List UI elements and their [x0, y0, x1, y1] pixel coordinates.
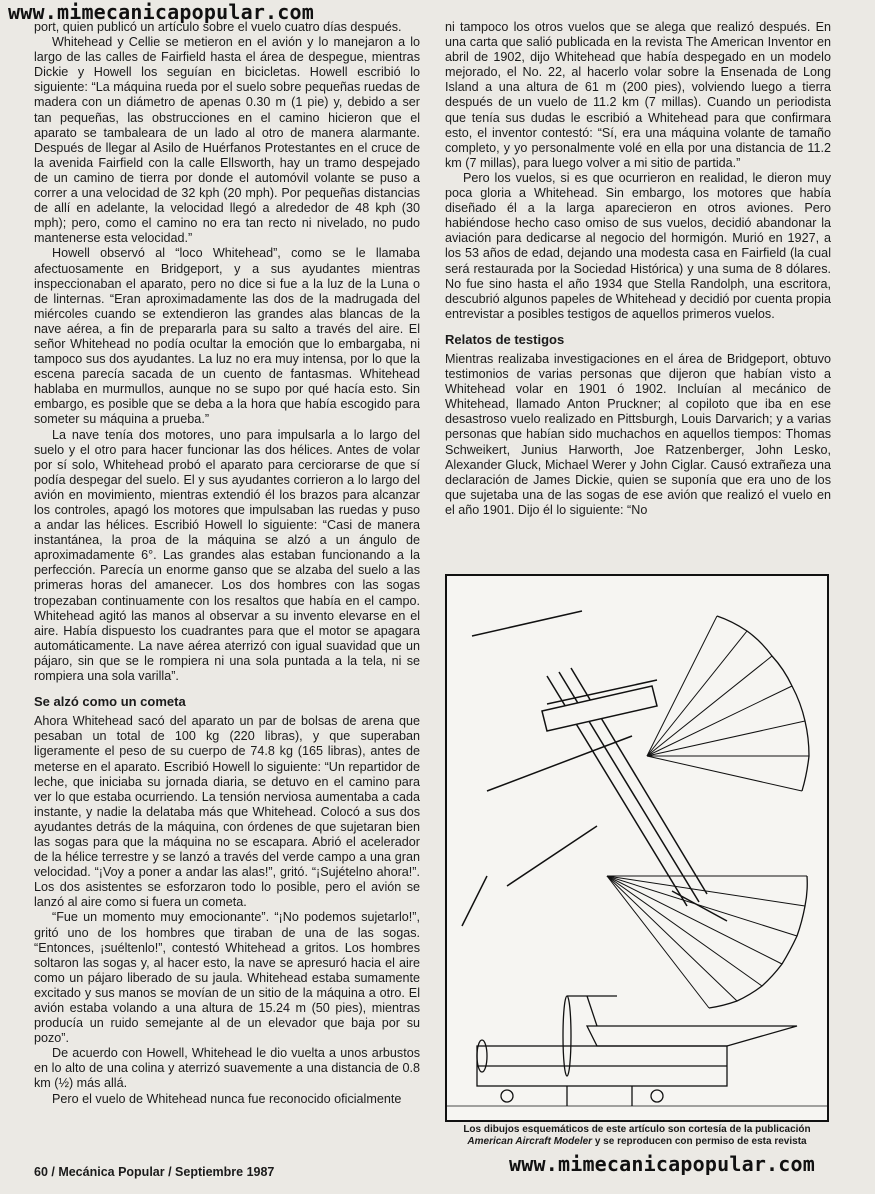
right-column: [445, 20, 831, 518]
caption-line: [441, 1136, 833, 1148]
caption-line: Los dibujos esquemáticos de este artículo son cortesía de la publicación: [463, 1124, 811, 1135]
watermark-bottom: www.mimecanicapopular.com: [509, 1152, 816, 1176]
paragraph: Pero el vuelo de Whitehead nunca fue reconocido oficialmente: [52, 1091, 402, 1106]
section-heading: Relatos de testigos: [445, 331, 565, 347]
paragraph: “Fue un momento muy emocionante”. “¡No podemos sujetarlo!”, gritó uno de los hombres que tiraban de una de las sogas. “Entonces, ¡suéltenlo!”, contestó Whitehead a gritos. Los hombres soltaron las sogas y, al hacer esto, la nave se apresuró hacia el aire como un pájaro liberado de su jaula. Whitehead estaba sumamente excitado y sus manos se movían de un sitio de la máquina a otro. El avión estaba volando a una altura de 15.24 m (50 pies), mientras producía un ruido semejante al de un elevador que baja por su pozo”.: [34, 910, 420, 1046]
watermark-top: www.mimecanicapopular.com: [8, 0, 315, 24]
paragraph: Howell observó al “loco Whitehead”, como se le llamaba afectuosamente en Bridgeport, y a sus ayudantes mientras inspeccionaban el aparato, pero no dice si fue a la luz de la Luna o de linternas. “Eran aproximadamente las dos de la madrugada del miércoles cuando se extendieron las grandes alas blancas de la nave aérea, a fin de prepararla para su salto a través del aire. El señor Whitehead no podía ocultar la emoción que lo embargaba, ni tampoco sus dos ayudantes. La luz no era muy intensa, por lo que la escena parecía sacada de un cuento de fantasmas. Whitehead hablaba en murmullos, aunque no se supo por qué hacía esto. Sin embargo, es posible que se deba a la hora que había escogido para someter su máquina a prueba.”: [34, 246, 420, 427]
aircraft-drawing: [447, 576, 827, 1120]
paragraph: La nave tenía dos motores, uno para impulsarla a lo largo del suelo y el otro para hacer funcionar las dos hélices. Antes de volar por sí solo, Whitehead probó el aparato para cerciorarse de que sí podía despegar del suelo. El y sus ayudantes corrieron a lo largo del avión en movimiento, mientras extendió él los brazos para alcanzar los controles, apagó los motores que impulsaban las ruedas y puso a andar las hélices. Escribió Howell lo siguiente: “Casi de manera instantánea, la proa de la máquina se alzó a un ángulo de aproximadamente 6°. Las grandes alas estaban funcionando a la perfección. Parecía un enorme ganso que se alzaba del suelo a las primeras horas del amanecer. Los dos hombres con las sogas tropezaban continuamente con los resaltos que había en el campo. Whitehead agitó las manos al observar a su invento elevarse en el aire. Había dispuesto los cuadrantes para que el motor se apagara automáticamente. La nave aérea aterrizó con igual suavidad que un pájaro, sin que se le rompiera ni una sola puntada a la tela, ni se rompiera una sola varilla”.: [34, 427, 420, 684]
caption-publication: American Aircraft Modeler: [467, 1136, 593, 1147]
aircraft-schematic-figure: [445, 574, 829, 1122]
paragraph: Whitehead y Cellie se metieron en el avión y lo manejaron a lo largo de las calles de Fairfield hasta el área de despegue, mientras Dickie y Howell los seguían en bicicletas. Howell escribió lo siguiente: “La máquina rueda por el suelo sobre pequeñas ruedas de madera con un diámetro de apenas 0.30 m (1 pie) y, debido a ser tan pequeñas, las obstrucciones en el camino hicieron que el aparato se tambaleara de un lado al otro de manera alarmante. Después de llegar al Asilo de Huérfanos Protestantes en el cruce de la avenida Fairfield con la calle Ellsworth, hay un tramo despejado de un camino de tierra por donde el automóvil volante se puso a correr a una velocidad de 32 kph (20 mph). Por pequeñas distancias de allí en adelante, la velocidad llegó a alrededor de 48 kph (30 mph); pero, como el camino no era tan recto ni nivelado, no pudo mantenerse esta velocidad.”: [34, 35, 420, 246]
wing-ribs-lower: [607, 876, 807, 1008]
section-heading: Se alzó como un cometa: [34, 694, 186, 710]
fuselage-top-view: [462, 611, 727, 926]
paragraph: Ahora Whitehead sacó del aparato un par de bolsas de arena que pesaban un total de 100 kg (220 libras), y que superaban ligeramente el peso de su cuerpo de 74.8 kg (165 libras), antes de meterse en el aparato. Escribió Howell lo siguiente: “Un repartidor de leche, que iniciaba su jornada diaria, se detuvo en el camino para ver lo que estaba ocurriendo. La tensión nerviosa aumentaba a cada instante, y nadie la delataba más que Whitehead. Colocó a sus dos ayudantes detrás de la máquina, con órdenes de que sujetaran bien las sogas para que la máquina no se escapara. Abrió el acelerador de la hélice terrestre y se lanzó a través del verde campo a una gran velocidad. “¡Voy a poner a andar las alas!”, gritó. “¡Sujételno ahora!”. Los dos asistentes se esforzaron todo lo posible, pero el avión se lanzó al aire como si fuera un cometa.: [34, 714, 420, 910]
paragraph: Pero los vuelos, si es que ocurrieron en realidad, le dieron muy poca gloria a Whitehead. Sin embargo, los motores que había diseñado él a la larga aparecieron en otros aviones. Pero habiéndose hecho caso omiso de sus vuelos, decidió abandonar la aviación para dedicarse al negocio del hormigón. Murió en 1927, a los 53 años de edad, dejando una modesta casa en Fairfield (la cual será restaurada por la Sociedad Histórica) y una suma de 8 dólares. No fue sino hasta el año 1934 que Stella Randolph, una escritora, descubrió algunos papeles de Whitehead y decidió por cuenta propia entrevistar a posibles testigos de aquellos primeros vuelos.: [445, 170, 831, 321]
paragraph: Mientras realizaba investigaciones en el área de Bridgeport, obtuvo testimonios de varias personas que dijeron que habían visto a Whitehead volar en 1901 ó 1902. Incluían al mecánico de Whitehead, llamado Anton Pruckner; al copiloto que iba en ese desastroso vuelo realizado en Pittsburgh, Louis Darvarich; y a varias personas que habían sido muchachos en aquellos tiempos: Thomas Schweikert, Junius Harworth, Joe Ratzenberger, John Lesko, Alexander Gluck, Michael Werer y John Ciglar. Causó extrañeza una declaración de James Dickie, quien se suponía que era uno de los que sujetaba una de las sogas de ese avión que realizó el vuelo en el año 1901. Dijo él lo siguiente: “No: [445, 351, 831, 517]
wing-membrane-upper: [717, 616, 809, 791]
left-column: [34, 20, 420, 1107]
page-footer: 60 / Mecánica Popular / Septiembre 1987: [34, 1165, 275, 1179]
paragraph: ni tampoco los otros vuelos que se alega que realizó después. En una carta que salió publicada en la revista The American Inventor en abril de 1902, dijo Whitehead que había despegado en un modelo mejorado, el No. 22, al hacerlo volar sobre la Ensenada de Long Island a una altura de 61 m (200 pies), volviendo luego a tierra después de un vuelo de 11.2 km (7 millas). Cuando un periodista que tenía sus dudas le escribió a Whitehead para que confirmara esto, el inventor contestó: “Sí, era una máquina volante de tamaño completo, y yo personalmente volé en ella por una distancia de 11.2 km (7 millas), para luego volver a mi sitio de partida.”: [445, 20, 831, 170]
paragraph: De acuerdo con Howell, Whitehead le dio vuelta a unos arbustos en lo alto de una colina y aterrizó suavemente a una distancia de 0.8 km (½) más allá.: [34, 1046, 420, 1091]
caption-rest: y se reproducen con permiso de esta revista: [592, 1136, 807, 1147]
wing-ribs-upper: [647, 616, 809, 791]
paragraph: port, quien publicó un artículo sobre el vuelo cuatro días después.: [34, 20, 402, 34]
aircraft-side-view: [447, 996, 827, 1106]
figure-caption: [441, 1124, 833, 1148]
